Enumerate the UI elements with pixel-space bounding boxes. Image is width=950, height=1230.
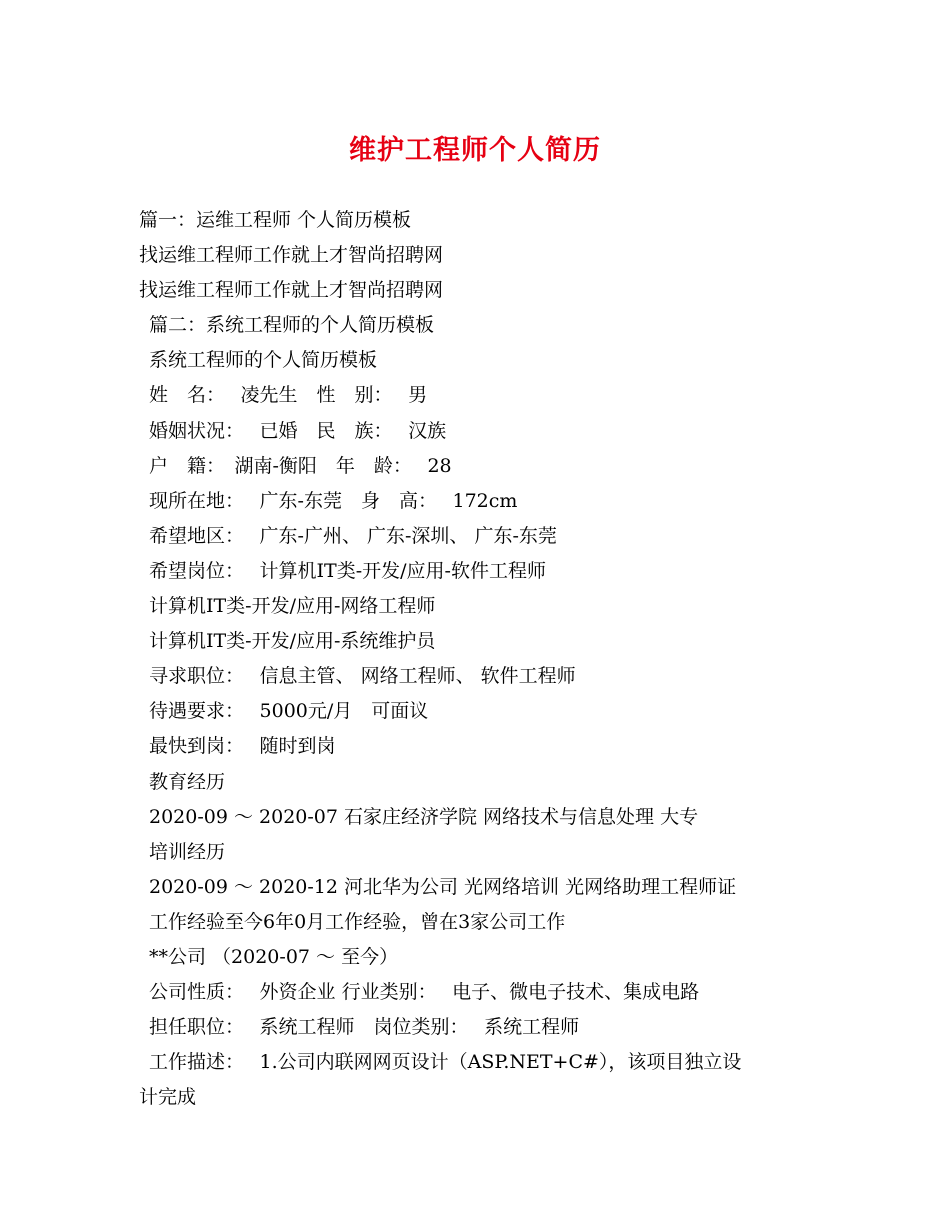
text-line: 计算机IT类-开发/应用-网络工程师: [149, 595, 436, 618]
text-line: 培训经历: [149, 840, 226, 863]
text-line: 户 籍： 湖南-衡阳 年 龄： 28: [149, 454, 452, 477]
text-line: 计完成: [139, 1086, 197, 1109]
text-line: 篇一：运维工程师 个人简历模板: [139, 209, 412, 231]
text-line: 公司性质： 外资企业 行业类别： 电子、微电子技术、集成电路: [149, 981, 700, 1004]
text-line: 寻求职位： 信息主管、 网络工程师、 软件工程师: [149, 665, 576, 688]
text-line: 系统工程师的个人简历模板: [149, 349, 378, 372]
text-line: 姓 名： 凌先生 性 别： 男: [149, 384, 428, 407]
text-line: 找运维工程师工作就上才智尚招聘网: [139, 279, 444, 302]
text-line: 计算机IT类-开发/应用-系统维护员: [149, 630, 436, 653]
text-line: 希望地区： 广东-广州、 广东-深圳、 广东-东莞: [149, 524, 557, 547]
text-line: 2020-09 ～ 2020-12 河北华为公司 光网络培训 光网络助理工程师证: [149, 875, 737, 898]
text-line: 现所在地： 广东-东莞 身 高： 172cm: [149, 489, 518, 512]
document-title: 维护工程师个人简历: [349, 135, 601, 166]
text-line: 篇二：系统工程师的个人简历模板: [149, 314, 435, 337]
text-line: 找运维工程师工作就上才智尚招聘网: [139, 244, 444, 267]
text-line: 教育经历: [149, 770, 226, 793]
text-line: 担任职位： 系统工程师 岗位类别： 系统工程师: [149, 1016, 580, 1039]
document-body: [139, 203, 829, 1115]
text-line: 待遇要求： 5000元/月 可面议: [149, 700, 429, 723]
text-line: 最快到岗： 随时到岗: [149, 735, 336, 758]
text-line: 婚姻状况： 已婚 民 族： 汉族: [149, 419, 447, 442]
text-line: 工作描述： 1.公司内联网网页设计（ASP.NET+C#），该项目独立设: [149, 1051, 742, 1074]
text-line: 工作经验至今6年0月工作经验，曾在3家公司工作: [149, 910, 566, 933]
text-line: 希望岗位： 计算机IT类-开发/应用-软件工程师: [149, 559, 546, 582]
text-line: 2020-09 ～ 2020-07 石家庄经济学院 网络技术与信息处理 大专: [149, 805, 699, 828]
text-line: **公司 （2020-07 ～ 至今）: [149, 945, 399, 968]
